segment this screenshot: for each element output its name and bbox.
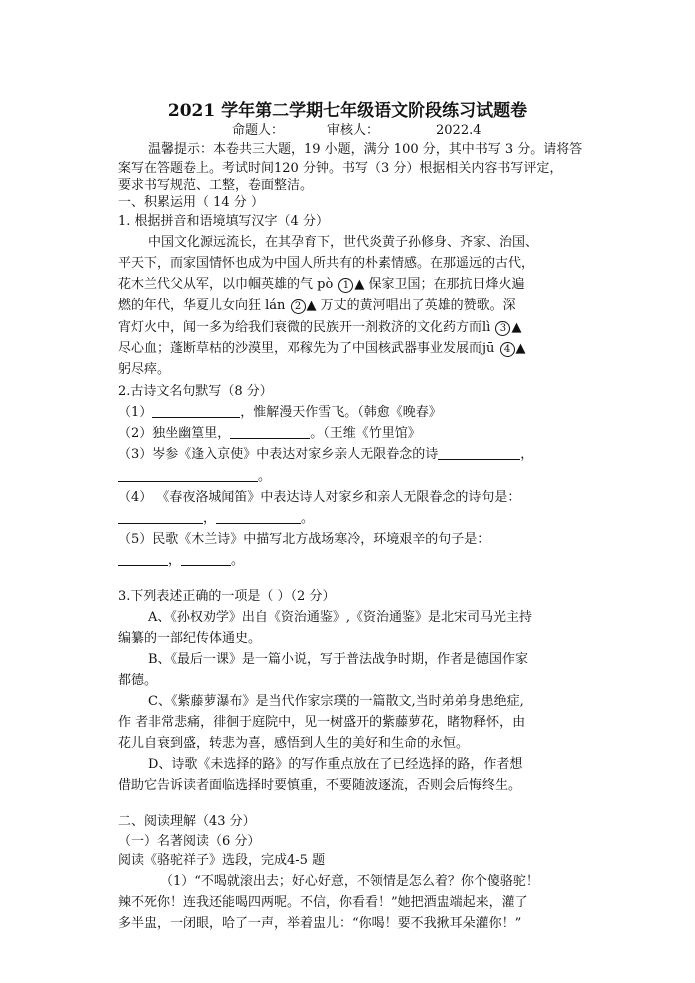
answer-blank[interactable] <box>152 404 240 418</box>
q3-option-c-1: C、《紫藤萝瀑布》是当代作家宗璞的一篇散文,当时弟弟身患绝症, <box>148 694 524 709</box>
passage-line-1: （1）“不喝就滚出去；好心好意，不领情是怎么着？你个傻骆驼！ <box>160 874 539 889</box>
q2-title: 2.古诗文名句默写（8 分） <box>118 384 273 399</box>
circle-marker-3: 3 <box>495 321 510 336</box>
q2-item-3: （3）岑参《逢入京使》中表达对家乡亲人无限眷念的诗 ， <box>118 447 534 462</box>
q1-title: 1. 根据拼音和语境填写汉字（4 分） <box>118 214 329 229</box>
q3-option-d-2: 借助它告诉读者面临选择时要慎重，不要随波逐流，否则会后悔终生。 <box>118 778 522 793</box>
answer-blank[interactable] <box>438 446 520 460</box>
q2-item-5: （5）民歌《木兰诗》中描写北方战场寒冷，环境艰辛的句子是： <box>118 532 491 547</box>
circle-marker-1: 1 <box>338 278 353 293</box>
q2-item-1: （1） ，惟解漫天作雪飞。（韩愈《晚春》 <box>118 405 442 420</box>
reading-instruction: 阅读《骆驼祥子》选段，完成4-5 题 <box>118 853 326 868</box>
q3-option-c-2: 作 者非常悲痛，徘徊于庭院中，见一树盛开的紫藤萝花，睹物释怀，由 <box>118 715 526 730</box>
q3-option-c-3: 花儿自衰到盛，转悲为喜，感悟到人生的美好和生命的永恒。 <box>118 736 470 751</box>
tip-line-3: 要求书写规范、工整，卷面整洁。 <box>118 178 314 193</box>
q2-item-2: （2）独坐幽篁里， 。（王维《竹里馆》 <box>118 426 421 441</box>
q3-title: 3.下列表述正确的一项是（ ）（2 分） <box>118 589 336 604</box>
passage-line-3: 多半盅，一闭眼，哈了一声，举着盅儿：“你喝！要不我揪耳朵灌你！” <box>118 916 522 931</box>
section-1-heading: 一、积累运用（ 14 分 ） <box>118 195 264 210</box>
q2-item-5-answer: ， 。 <box>118 551 588 571</box>
q3-option-d-1: D、诗歌《未选择的路》的写作重点放在了已经选择的路，作者想 <box>148 757 523 772</box>
circle-marker-4: 4 <box>500 342 515 357</box>
q1-line-1: 中国文化源远流长，在其孕育下，世代炎黄子孙修身、齐家、治国、 <box>148 235 539 250</box>
exam-date: 2022.4 <box>436 123 482 138</box>
q3-option-b-2: 都德。 <box>118 673 158 688</box>
tip-line-1: 温馨提示：本卷共三大题，19 小题，满分 100 分，其中书写 3 分。请将答 <box>148 142 583 157</box>
q2-item-4-answer: ， 。 <box>118 509 588 529</box>
answer-blank[interactable] <box>181 552 231 566</box>
answer-blank[interactable] <box>230 425 310 439</box>
exam-title: 2021 学年第二学期七年级语文阶段练习试题卷 <box>167 101 528 121</box>
q1-line-2: 平天下，而家国情怀也成为中国人所共有的朴素情感。在那遥远的古代， <box>118 256 535 271</box>
q3-option-a-2: 编纂的一部纪传体通史。 <box>118 631 262 646</box>
answer-blank[interactable] <box>118 552 168 566</box>
subsection-1-heading: （一）名著阅读（6 分） <box>118 834 261 849</box>
q2-item-4: （4） 《春夜洛城闻笛》中表达诗人对家乡和亲人无限眷念的诗句是： <box>118 490 521 505</box>
section-2-heading: 二、阅读理解（43 分） <box>118 814 256 829</box>
q1-line-4: 燃的年代，华夏儿女向狂 lán 2 ▲ 万丈的黄河唱出了英雄的赞歌。深 <box>118 298 516 313</box>
q3-option-a-1: A、《孙权劝学》出自《资治通鉴》,《资治通鉴》是北宋司马光主持 <box>148 610 533 625</box>
answer-blank[interactable] <box>118 468 258 482</box>
q1-line-7: 躬尽瘁。 <box>118 362 171 377</box>
q1-line-5: 宵灯火中，闻一多为给我们衰微的民族开一剂救济的文化药方而lì 3 ▲ <box>118 320 522 335</box>
reviewer-label: 审核人： <box>327 123 380 138</box>
q1-line-6: 尽心血；蓬断草枯的沙漠里，邓稼先为了中国核武器事业发展而jū 4 ▲ <box>118 341 526 356</box>
answer-blank[interactable] <box>118 510 203 524</box>
q2-item-3-cont: 。 <box>118 467 588 487</box>
tip-line-2: 案写在答题卷上。考试时间120 分钟。书写（3 分）根据相关内容书写评定， <box>118 161 563 176</box>
circle-marker-2: 2 <box>291 299 306 314</box>
passage-line-2: 辣不死你！连我还能喝四两呢。不信，你看看！”她把酒盅端起来，灌了 <box>118 895 528 910</box>
q1-line-3: 花木兰代父从军，以巾帼英雄的气 pò 1 ▲ 保家卫国；在那抗日烽火遍 <box>118 277 525 292</box>
author-label: 命题人： <box>232 123 285 138</box>
q3-option-b-1: B、《最后一课》是一篇小说，写于普法战争时期，作者是德国作家 <box>148 652 529 667</box>
answer-blank[interactable] <box>216 510 301 524</box>
